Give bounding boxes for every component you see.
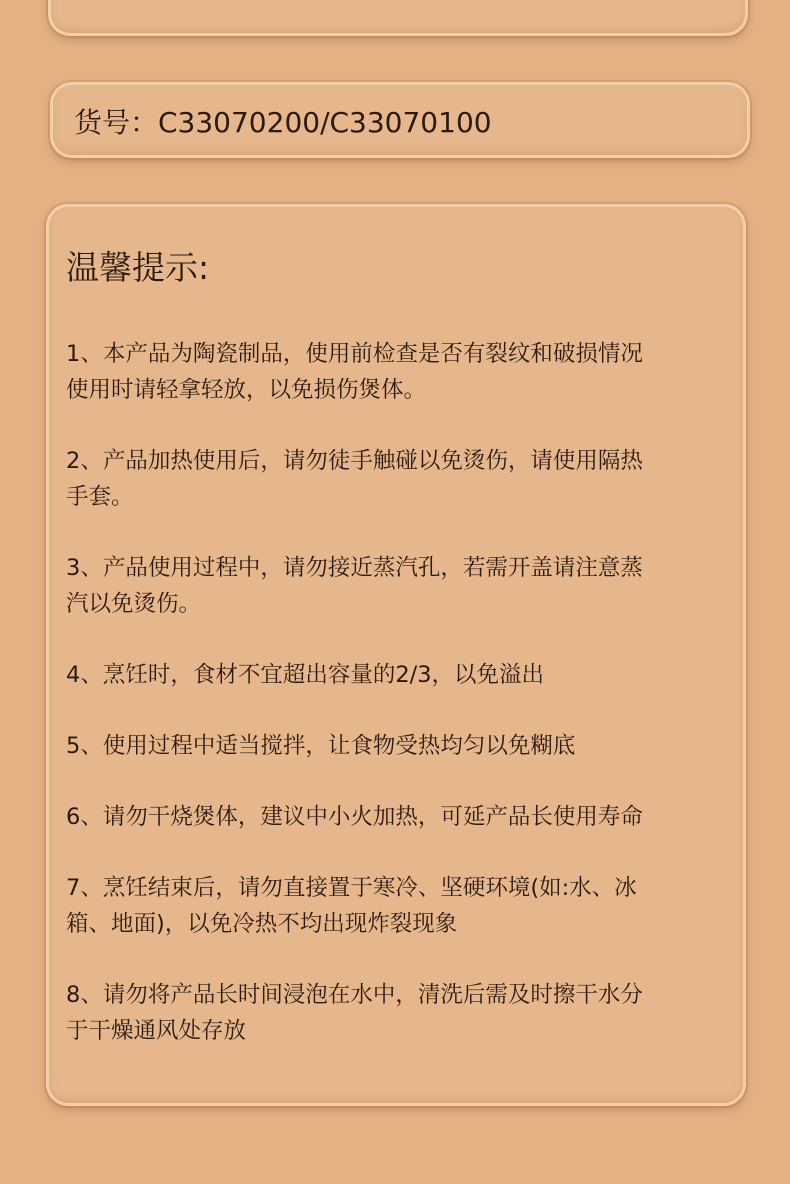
tip-item-7: 7、烹饪结束后，请勿直接置于寒冷、坚硬环境(如:水、冰 箱、地面)，以免冷热不均出现炸裂现象 [66, 875, 637, 937]
sku-card [50, 82, 750, 158]
sku-text: 货号：C33070200/C33070100 [74, 106, 492, 139]
tip-item-8: 8、请勿将产品长时间浸泡在水中，清洗后需及时擦干水分 于干燥通风处存放 [66, 982, 643, 1044]
tip-item-2: 2、产品加热使用后，请勿徒手触碰以免烫伤，请使用隔热 手套。 [66, 448, 643, 510]
tips-title: 温馨提示: [66, 248, 210, 287]
tip-item-5: 5、使用过程中适当搅拌，让食物受热均匀以免糊底 [66, 733, 576, 759]
tip-item-6: 6、请勿干烧煲体，建议中小火加热，可延产品长使用寿命 [66, 804, 643, 830]
tip-item-3: 3、产品使用过程中，请勿接近蒸汽孔，若需开盖请注意蒸 汽以免烫伤。 [66, 555, 643, 617]
spec-card [48, 0, 748, 36]
tip-item-1: 1、本产品为陶瓷制品，使用前检查是否有裂纹和破损情况 使用时请轻拿轻放，以免损伤煲体。 [66, 341, 643, 403]
tip-item-4: 4、烹饪时，食材不宜超出容量的2/3，以免溢出 [66, 662, 545, 688]
tips-list [66, 336, 726, 1049]
tips-card [46, 204, 746, 1106]
